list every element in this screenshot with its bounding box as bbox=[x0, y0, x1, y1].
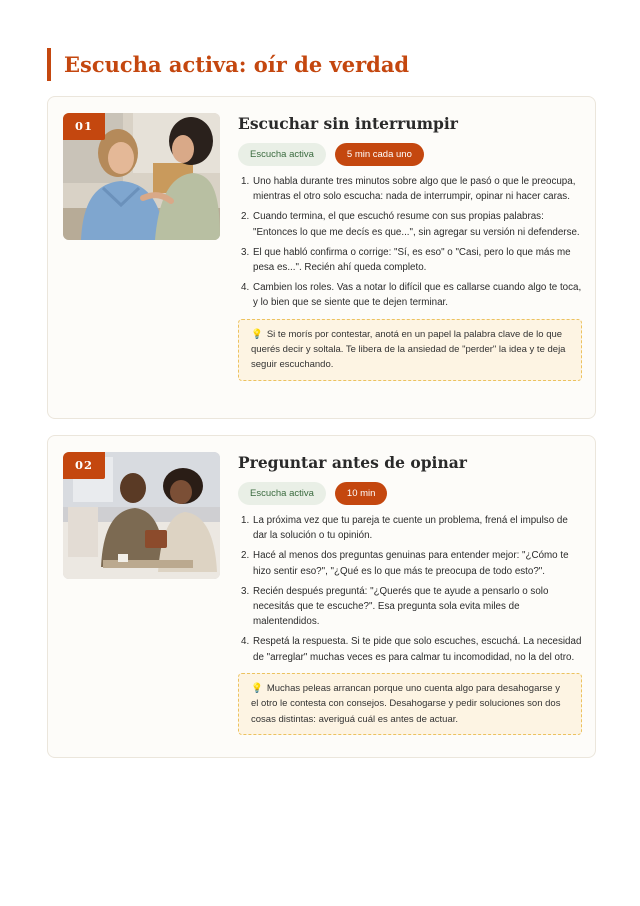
exercise-photo bbox=[63, 113, 220, 240]
tip-box bbox=[238, 673, 582, 735]
step-item bbox=[238, 209, 582, 239]
duration-tag: 5 min cada uno bbox=[335, 143, 424, 166]
step-text: Cambien los roles. Vas a notar lo difícil que es callarse cuando algo te toca, y lo bien que se siente que te dejen terminar. bbox=[253, 282, 582, 309]
step-text: La próxima vez que tu pareja te cuente un problema, frená el impulso de dar la solución o tu opinión. bbox=[253, 515, 568, 542]
step-number: 2. bbox=[241, 211, 250, 223]
step-item bbox=[238, 634, 582, 664]
tip-text: Si te morís por contestar, anotá en un papel la palabra clave de lo que querés decir y soltala. Te libera de la ansiedad de "perder" la idea y te deja seguir escuchando. bbox=[251, 328, 566, 371]
step-number: 2. bbox=[241, 550, 250, 562]
step-number: 3. bbox=[241, 585, 250, 597]
steps-list bbox=[238, 174, 582, 311]
step-item bbox=[238, 513, 582, 543]
exercise-content bbox=[238, 452, 582, 735]
page-title: Escucha activa: oír de verdad bbox=[47, 48, 409, 81]
step-text: Recién después preguntá: "¿Querés que te ayude a pensarlo o solo necesitás que te escuche?". Esa pregunta sola evita miles de malentendidos. bbox=[253, 585, 549, 628]
lightbulb-icon: 💡 bbox=[251, 682, 263, 694]
exercise-number-badge: 01 bbox=[63, 113, 105, 140]
tip-box bbox=[238, 319, 582, 381]
step-item bbox=[238, 584, 582, 630]
exercise-card bbox=[47, 96, 596, 419]
lightbulb-icon: 💡 bbox=[251, 328, 263, 340]
tag-row bbox=[238, 482, 582, 505]
step-text: Respetá la respuesta. Si te pide que solo escuches, escuchá. La necesidad de "arreglar" muchas veces es para calmar tu incomodidad, no la del otro. bbox=[253, 636, 582, 663]
step-text: Cuando termina, el que escuchó resume con sus propias palabras: "Entonces lo que me decís es que...", sin agregar su versión ni defenderse. bbox=[253, 211, 580, 238]
step-text: Hacé al menos dos preguntas genuinas para entender mejor: "¿Cómo te hizo sentir eso?", "¿Qué es lo que más te preocupa de todo esto?". bbox=[253, 550, 569, 577]
exercise-title: Preguntar antes de opinar bbox=[238, 453, 467, 472]
exercise-photo bbox=[63, 452, 220, 579]
steps-list bbox=[238, 513, 582, 665]
topic-tag: Escucha activa bbox=[238, 482, 326, 505]
topic-tag: Escucha activa bbox=[238, 143, 326, 166]
tag-row bbox=[238, 143, 582, 166]
exercise-card bbox=[47, 435, 596, 758]
step-item bbox=[238, 174, 582, 204]
tip-text: Muchas peleas arrancan porque uno cuenta algo para desahogarse y el otro le contesta con consejos. Desahogarse y pedir soluciones son dos cosas distintas: averiguá cuál es antes de actuar. bbox=[251, 682, 561, 725]
step-text: El que habló confirma o corrige: "Sí, es eso" o "Casi, pero lo que más me pesa es...". Recién ahí queda completo. bbox=[253, 246, 571, 274]
exercise-title: Escuchar sin interrumpir bbox=[238, 114, 458, 133]
step-number: 3. bbox=[241, 246, 250, 258]
step-number: 4. bbox=[241, 636, 250, 648]
step-number: 4. bbox=[241, 282, 250, 294]
step-number: 1. bbox=[241, 515, 250, 526]
step-number: 1. bbox=[241, 176, 250, 187]
step-text: Uno habla durante tres minutos sobre algo que le pasó o que le preocupa, mientras el otro solo escucha: nada de interrumpir, opinar ni hacer caras. bbox=[253, 176, 576, 203]
step-item bbox=[238, 280, 582, 310]
duration-tag: 10 min bbox=[335, 482, 388, 505]
step-item bbox=[238, 245, 582, 275]
exercise-number-badge: 02 bbox=[63, 452, 105, 479]
exercise-content bbox=[238, 113, 582, 381]
step-item bbox=[238, 548, 582, 578]
